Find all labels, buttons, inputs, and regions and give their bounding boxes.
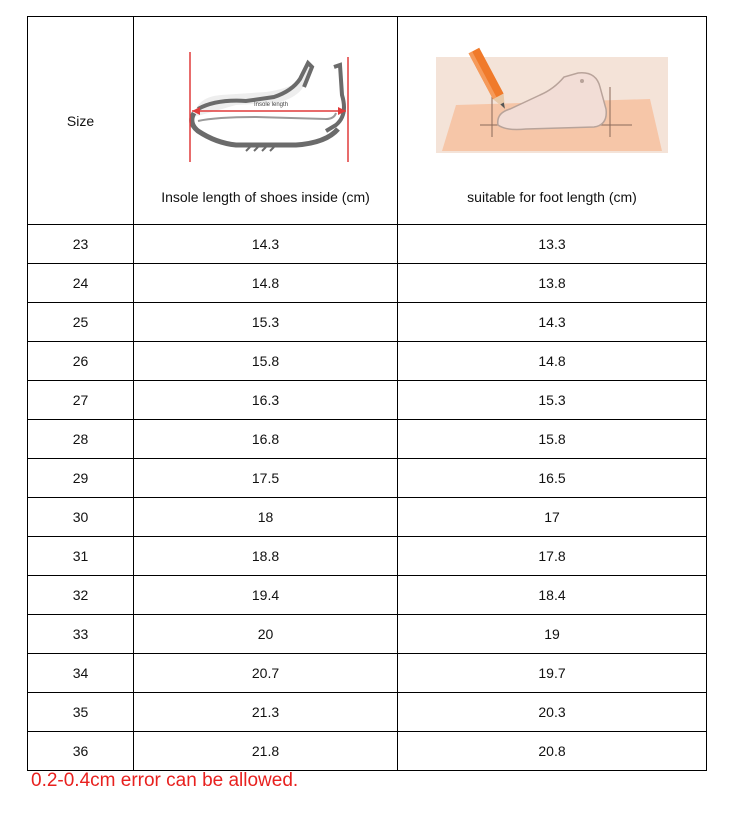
insole-length-cell: 16.8 <box>134 420 398 459</box>
table-row <box>28 576 707 615</box>
size-cell: 33 <box>28 615 134 654</box>
foot-length-cell: 15.3 <box>398 381 707 420</box>
tolerance-note: 0.2-0.4cm error can be allowed. <box>31 770 299 791</box>
table-row <box>28 498 707 537</box>
size-cell: 25 <box>28 303 134 342</box>
size-cell: 30 <box>28 498 134 537</box>
size-cell: 27 <box>28 381 134 420</box>
foot-header-cell <box>398 17 707 225</box>
foot-measure-icon <box>436 47 668 157</box>
insole-length-cell: 15.8 <box>134 342 398 381</box>
foot-length-cell: 13.3 <box>398 225 707 264</box>
size-cell: 34 <box>28 654 134 693</box>
insole-length-cell: 19.4 <box>134 576 398 615</box>
foot-length-cell: 16.5 <box>398 459 707 498</box>
table-row <box>28 615 707 654</box>
shoe-insole-icon <box>176 47 356 167</box>
size-cell: 23 <box>28 225 134 264</box>
foot-length-cell: 18.4 <box>398 576 707 615</box>
foot-length-cell: 17.8 <box>398 537 707 576</box>
size-cell: 29 <box>28 459 134 498</box>
size-cell: 24 <box>28 264 134 303</box>
header-row <box>28 17 707 225</box>
size-cell: 32 <box>28 576 134 615</box>
foot-length-cell: 15.8 <box>398 420 707 459</box>
size-cell: 28 <box>28 420 134 459</box>
insole-length-cell: 21.3 <box>134 693 398 732</box>
insole-header-label: Insole length of shoes inside (cm) <box>161 189 370 205</box>
foot-length-cell: 19 <box>398 615 707 654</box>
insole-length-cell: 14.8 <box>134 264 398 303</box>
foot-length-cell: 14.8 <box>398 342 707 381</box>
size-cell: 31 <box>28 537 134 576</box>
shoe-insole-diagram <box>134 47 397 167</box>
table-row <box>28 264 707 303</box>
table-body <box>28 17 707 771</box>
size-header-cell <box>28 17 134 225</box>
foot-length-cell: 19.7 <box>398 654 707 693</box>
insole-length-cell: 15.3 <box>134 303 398 342</box>
size-chart-table <box>27 16 707 771</box>
foot-length-cell: 14.3 <box>398 303 707 342</box>
table-row <box>28 381 707 420</box>
size-cell: 35 <box>28 693 134 732</box>
insole-length-cell: 16.3 <box>134 381 398 420</box>
foot-length-cell: 13.8 <box>398 264 707 303</box>
insole-header-cell <box>134 17 398 225</box>
insole-length-cell: 18 <box>134 498 398 537</box>
insole-length-cell: 18.8 <box>134 537 398 576</box>
table-row <box>28 732 707 771</box>
insole-length-cell: 17.5 <box>134 459 398 498</box>
foot-length-cell: 17 <box>398 498 707 537</box>
size-cell: 26 <box>28 342 134 381</box>
table-row <box>28 537 707 576</box>
foot-header-label: suitable for foot length (cm) <box>467 189 637 205</box>
table-row <box>28 303 707 342</box>
insole-length-caption: Insole length <box>253 102 288 108</box>
insole-length-cell: 20.7 <box>134 654 398 693</box>
foot-measure-diagram <box>398 47 706 157</box>
insole-length-cell: 21.8 <box>134 732 398 771</box>
size-header-label: Size <box>66 112 95 129</box>
insole-length-cell: 20 <box>134 615 398 654</box>
insole-length-cell: 14.3 <box>134 225 398 264</box>
table-row <box>28 654 707 693</box>
table-row <box>28 459 707 498</box>
table-row <box>28 420 707 459</box>
table-row <box>28 342 707 381</box>
foot-length-cell: 20.8 <box>398 732 707 771</box>
size-cell: 36 <box>28 732 134 771</box>
table-row <box>28 693 707 732</box>
foot-length-cell: 20.3 <box>398 693 707 732</box>
table-row <box>28 225 707 264</box>
